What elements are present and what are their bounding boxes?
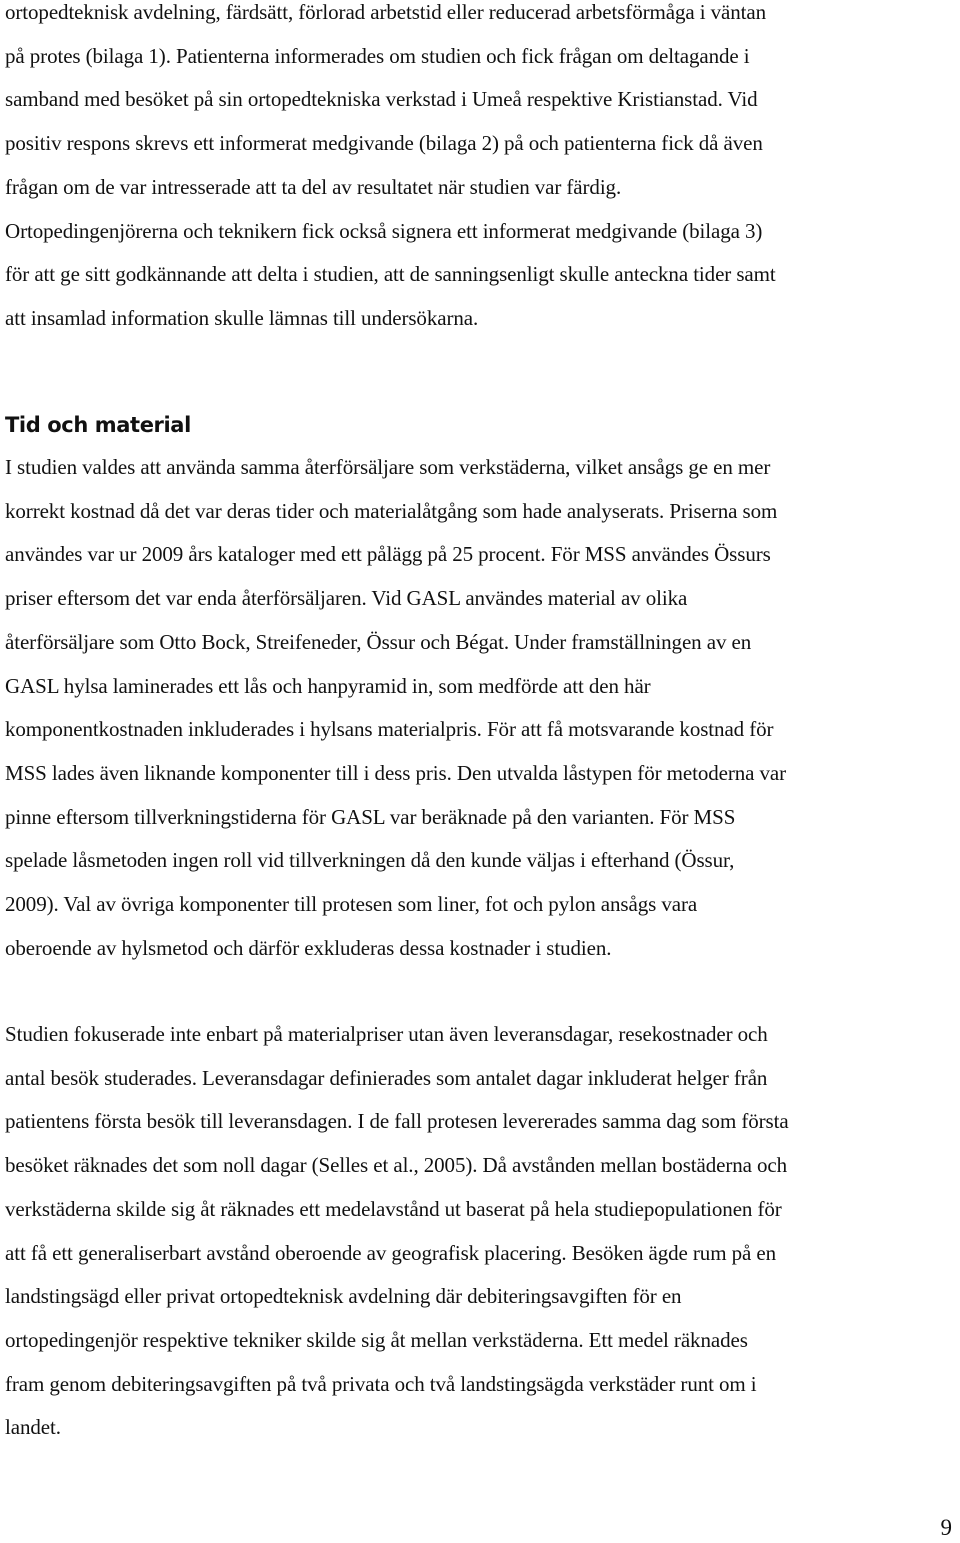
text-line: patientens första besök till leveransdagen. I de fall protesen levererades samma dag som första bbox=[5, 1109, 789, 1134]
text-line: korrekt kostnad då det var deras tider och materialåtgång som hade analyserats. Priserna som bbox=[5, 498, 778, 523]
text-line: positiv respons skrevs ett informerat medgivande (bilaga 2) på och patienterna fick då även bbox=[5, 131, 763, 156]
text-line: oberoende av hylsmetod och därför exkluderas dessa kostnader i studien. bbox=[5, 935, 612, 960]
text-line: fram genom debiteringsavgiften på två privata och två landstingsägda verkstäder runt om i bbox=[5, 1371, 757, 1396]
text-line: Ortopedingenjörerna och teknikern fick också signera ett informerat medgivande (bilaga 3) bbox=[5, 218, 763, 243]
text-line: att insamlad information skulle lämnas till undersökarna. bbox=[5, 305, 479, 330]
paragraph-tid-och-material bbox=[5, 446, 955, 970]
text-line: pinne eftersom tillverkningstiderna för GASL var beräknade på den varianten. För MSS bbox=[5, 804, 736, 829]
text-line: för att ge sitt godkännande att delta i studien, att de sanningsenligt skulle anteckna tider samt bbox=[5, 262, 776, 287]
paragraph-intro bbox=[5, 0, 955, 341]
text-line: verkstäderna skilde sig åt räknades ett medelavstånd ut baserat på hela studiepopulationen för bbox=[5, 1196, 782, 1221]
text-line: att få ett generaliserbart avstånd oberoende av geografisk placering. Besöken ägde rum på en bbox=[5, 1240, 776, 1265]
text-line: ortopedingenjör respektive tekniker skilde sig åt mellan verkstäderna. Ett medel räknades bbox=[5, 1327, 748, 1352]
section-heading-tid-och-material: Tid och material bbox=[5, 413, 191, 437]
text-line: landet. bbox=[5, 1415, 61, 1440]
text-line: ortopedteknisk avdelning, färdsätt, förlorad arbetstid eller reducerad arbetsförmåga i väntan bbox=[5, 0, 766, 24]
text-line: landstingsägd eller privat ortopedteknisk avdelning där debiteringsavgiften för en bbox=[5, 1284, 682, 1309]
text-line: användes var ur 2009 års kataloger med ett pålägg på 25 procent. För MSS användes Össurs bbox=[5, 542, 771, 567]
text-line: 2009). Val av övriga komponenter till protesen som liner, fot och pylon ansågs vara bbox=[5, 892, 698, 917]
text-line: priser eftersom det var enda återförsäljaren. Vid GASL användes material av olika bbox=[5, 586, 688, 611]
text-line: MSS lades även liknande komponenter till i dess pris. Den utvalda låstypen för metoderna var bbox=[5, 760, 787, 785]
page-number: 9 bbox=[940, 1515, 952, 1540]
text-line: på protes (bilaga 1). Patienterna informerades om studien och fick frågan om deltagande i bbox=[5, 43, 750, 68]
text-line: spelade låsmetoden ingen roll vid tillverkningen då den kunde väljas i efterhand (Össur, bbox=[5, 848, 735, 873]
text-line: komponentkostnaden inkluderades i hylsans materialpris. För att få motsvarande kostnad för bbox=[5, 717, 774, 742]
text-line: frågan om de var intresserade att ta del av resultatet när studien var färdig. bbox=[5, 174, 622, 199]
text-line: Studien fokuserade inte enbart på materialpriser utan även leveransdagar, resekostnader och bbox=[5, 1022, 768, 1046]
text-line: besöket räknades det som noll dagar (Selles et al., 2005). Då avstånden mellan bostäderna och bbox=[5, 1153, 788, 1178]
text-line: I studien valdes att använda samma återförsäljare som verkstäderna, vilket ansågs ge en mer bbox=[5, 455, 771, 479]
text-line: antal besök studerades. Leveransdagar definierades som antalet dagar inkluderat helger från bbox=[5, 1065, 768, 1090]
text-line: återförsäljare som Otto Bock, Streifeneder, Össur och Bégat. Under framställningen av en bbox=[5, 629, 752, 654]
text-line: samband med besöket på sin ortopedtekniska verkstad i Umeå respektive Kristianstad. Vid bbox=[5, 87, 758, 112]
paragraph-studien bbox=[5, 1013, 955, 1450]
text-line: GASL hylsa laminerades ett lås och hanpyramid in, som medförde att den här bbox=[5, 673, 651, 698]
